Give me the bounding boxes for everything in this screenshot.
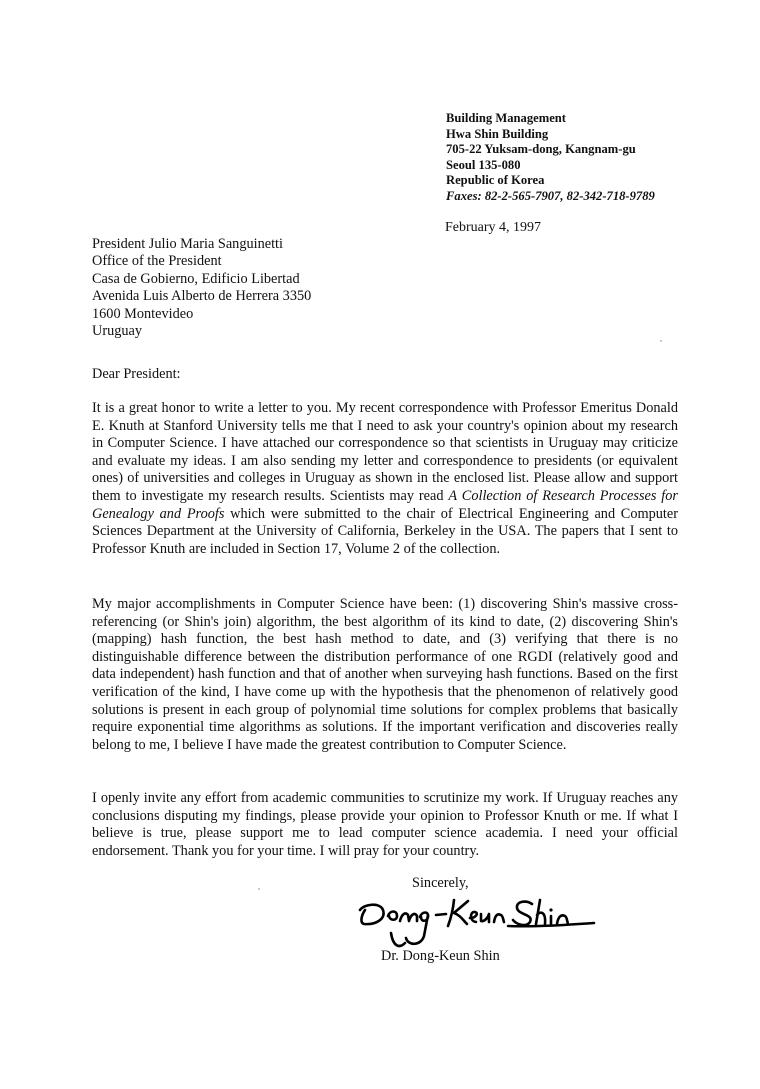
collection-title: A Collection of Research Processes for Genealogy and Proofs	[92, 487, 678, 522]
recipient-street: Avenida Luis Alberto de Herrera 3350	[92, 288, 312, 305]
recipient-name: President Julio Maria Sanguinetti	[92, 236, 283, 252]
handwritten-signature	[350, 888, 600, 953]
sender-street: 705-22 Yuksam-dong, Kangnam-gu	[446, 142, 636, 157]
sender-address-block	[446, 111, 655, 205]
sender-city: Seoul 135-080	[446, 157, 521, 172]
scan-speck	[660, 340, 662, 342]
recipient-building: Casa de Gobierno, Edificio Libertad	[92, 270, 300, 287]
scan-speck	[258, 888, 260, 890]
recipient-address-block	[92, 236, 311, 340]
signer-name: Dr. Dong-Keun Shin	[381, 948, 500, 964]
sender-building: Hwa Shin Building	[446, 126, 549, 141]
paragraph-1-text-before: It is a great honor to write a letter to you. My recent correspondence with Professor Emeritus Donald E. Knuth at Stanford University tells me that I need to ask your country's opinion about my research in Computer Science. I have attached our correspondence so that scientists in Uruguay may criticize and evaluate my ideas. I am also sending my letter and correspondence to presidents (or equivalent ones) of universities and colleges in Uruguay as shown in the enclosed list. Please allow and support them to investigate my research results. Scientists may read	[92, 400, 678, 504]
recipient-office: Office of the President	[92, 253, 222, 270]
sender-department: Building Management	[446, 111, 567, 125]
body-paragraph-3: I openly invite any effort from academic communities to scrutinize my work. If Uruguay reaches any conclusions disputing my findings, please provide your opinion to Professor Knuth or me. If what I believe is true, please support me to lead computer science academia. I need your official endorsement. Thank you for your time. I will pray for your country.	[92, 790, 678, 859]
letter-date: February 4, 1997	[445, 220, 542, 235]
recipient-city: 1600 Montevideo	[92, 305, 194, 322]
closing: Sincerely,	[412, 875, 469, 891]
body-paragraph-1	[92, 400, 678, 558]
body-paragraph-2: My major accomplishments in Computer Science have been: (1) discovering Shin's massive cross-referencing (or Shin's join) algorithm, the best algorithm of its kind to date, (2) discovering Shin's (mapping) hash function, the best hash method to date, and (3) verifying that there is no distinguishable difference between the distribution performance of one RGDI (relatively good and data independent) hash function and that of another when surveying hash functions. Based on the first verification of the kind, I have come up with the hypothesis that the phenomenon of relatively good solutions is present in each group of polynomial time solutions for complex problems that basically require exponential time algorithms as solutions. If the important verification and discoveries really belong to me, I believe I have made the greatest contribution to Computer Science.	[92, 596, 678, 753]
sender-faxes: Faxes: 82-2-565-7907, 82-342-718-9789	[446, 188, 655, 203]
paragraph-1-text-after: which were submitted to the chair of Electrical Engineering and Computer Sciences Department at the University of California, Berkeley in the USA. The papers that I sent to Professor Knuth are included in Section 17, Volume 2 of the collection.	[92, 505, 678, 557]
sender-country: Republic of Korea	[446, 173, 545, 188]
recipient-country: Uruguay	[92, 323, 143, 340]
salutation: Dear President:	[92, 366, 181, 382]
